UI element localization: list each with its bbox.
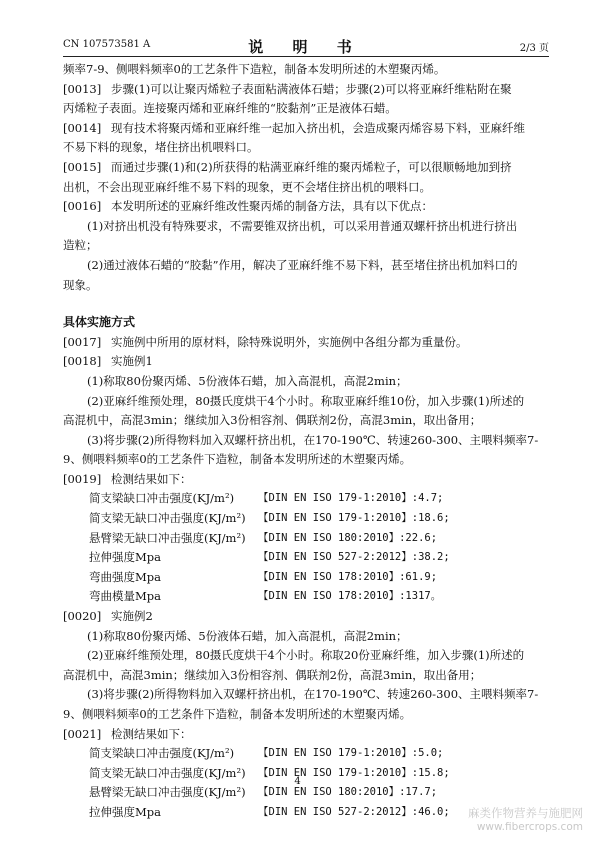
indented-line: (1)对挤出机没有特殊要求，不需要锥双挤出机，可以采用普通双螺杆挤出机进行挤出 [87, 218, 518, 233]
text-line: 频率7-9、侧喂料频率0的工艺条件下造粒，制备本发明所述的木塑聚丙烯。 [63, 62, 446, 76]
result-value: 【DIN EN ISO 179-1:2010】:4.7; [258, 492, 444, 505]
result-value: 【DIN EN ISO 527-2:2012】:46.0; [258, 805, 450, 818]
paragraph-text: 检测结果如下： [111, 471, 192, 486]
paragraph-line [63, 470, 550, 490]
paragraph-tag: [0020] [63, 609, 102, 624]
result-row [63, 744, 550, 764]
result-row [63, 548, 550, 568]
result-label: 悬臂梁无缺口冲击强度(KJ/m²) [89, 785, 246, 800]
result-label: 简支梁缺口冲击强度(KJ/m²) [89, 746, 235, 761]
indented-line: (2)通过液体石蜡的“胶黏”作用，解决了亚麻纤维不易下料，甚至堵住挤出机加料口的 [87, 257, 518, 272]
patent-number: CN 107573581 A [63, 39, 151, 50]
result-label: 弯曲强度Mpa [89, 569, 161, 584]
document-title: 说 明 书 [248, 38, 364, 56]
paragraph-line [63, 80, 550, 100]
result-row [63, 509, 550, 529]
result-row [63, 568, 550, 588]
paragraph-tag: [0021] [63, 726, 102, 741]
paragraph-line [63, 119, 550, 139]
result-value: 【DIN EN ISO 178:2010】:1317。 [258, 590, 442, 603]
paragraph-line [63, 607, 550, 627]
text-line: 不易下料的现象，堵住挤出机喂料口。 [63, 140, 259, 155]
indented-line: (3)将步骤(2)所得物料加入双螺杆挤出机，在170-190℃、转速260-300、主喂料频率7- [87, 432, 539, 447]
text-line: 造粒； [63, 238, 98, 253]
paragraph-line [63, 333, 550, 353]
text-line: 丙烯粒子表面。连接聚丙烯和亚麻纤维的“胶黏剂”正是液体石蜡。 [63, 101, 397, 116]
indented-line: (1)称取80份聚丙烯、5份液体石蜡，加入高混机，高混2min； [87, 628, 408, 643]
paragraph-spacer [63, 295, 550, 313]
indented-line: (2)亚麻纤维预处理，80摄氏度烘干4个小时。称取20份亚麻纤维，加入步骤(1)所述的 [87, 648, 525, 663]
result-label: 简支梁缺口冲击强度(KJ/m²) [89, 491, 235, 506]
paragraph-tag: [0018] [63, 354, 102, 369]
text-line: 出机，不会出现亚麻纤维不易下料的现象，更不会堵住挤出机的喂料口。 [63, 179, 431, 194]
result-label: 简支梁无缺口冲击强度(KJ/m²) [89, 765, 246, 780]
page-header [63, 36, 549, 54]
result-label: 悬臂梁无缺口冲击强度(KJ/m²) [89, 530, 246, 545]
paragraph-text: 实施例中所用的原材料，除特殊说明外，实施例中各组分都为重量份。 [111, 334, 468, 349]
result-value: 【DIN EN ISO 179-1:2010】:15.8; [258, 766, 450, 779]
paragraph-text: 步骤(1)可以让聚丙烯粒子表面粘满液体石蜡；步骤(2)可以将亚麻纤维粘附在聚 [111, 81, 512, 96]
paragraph-text: 本发明所述的亚麻纤维改性聚丙烯的制备方法，具有以下优点： [111, 199, 433, 214]
paragraph-text: 实施例2 [111, 609, 153, 624]
result-label: 拉伸强度Mpa [89, 804, 161, 819]
result-value: 【DIN EN ISO 178:2010】:61.9; [258, 570, 438, 583]
document-body [63, 60, 550, 823]
result-row [63, 587, 550, 607]
watermark-site-name: 麻类作物营养与施肥网 [468, 806, 583, 820]
section-heading: 具体实施方式 [63, 315, 136, 330]
text-line: 现象。 [63, 277, 98, 292]
paragraph-tag: [0015] [63, 159, 102, 174]
paragraph-text: 现有技术将聚丙烯和亚麻纤维一起加入挤出机，会造成聚丙烯容易下料，亚麻纤维 [111, 120, 525, 135]
page-number: 4 [294, 776, 301, 787]
paragraph-line [63, 352, 550, 372]
paragraph-tag: [0013] [63, 81, 102, 96]
text-line: 高混机中，高混3min；继续加入3份相容剂、偶联剂2份，高混3min，取出备用； [63, 413, 482, 428]
paragraph-tag: [0016] [63, 199, 102, 214]
page-indicator: 2/3 页 [519, 43, 549, 54]
result-value: 【DIN EN ISO 180:2010】:17.7; [258, 786, 438, 799]
watermark-url: www.fibercrops.com [476, 821, 583, 833]
indented-line: (2)亚麻纤维预处理，80摄氏度烘干4个小时。称取亚麻纤维10份，加入步骤(1)所述的 [87, 393, 525, 408]
indented-line: (3)将步骤(2)所得物料加入双螺杆挤出机，在170-190℃、转速260-300、主喂料频率7- [87, 687, 539, 702]
text-line: 9、侧喂料频率0的工艺条件下造粒，制备本发明所述的木塑聚丙烯。 [63, 452, 412, 467]
result-row [63, 529, 550, 549]
paragraph-line [63, 725, 550, 745]
paragraph-tag: [0017] [63, 334, 102, 349]
result-label: 简支梁无缺口冲击强度(KJ/m²) [89, 511, 246, 526]
result-value: 【DIN EN ISO 179-1:2010】:5.0; [258, 747, 444, 760]
site-watermark [468, 806, 583, 834]
result-value: 【DIN EN ISO 527-2:2012】:38.2; [258, 551, 450, 564]
paragraph-text: 实施例1 [111, 354, 153, 369]
paragraph-line [63, 158, 550, 178]
result-row [63, 489, 550, 509]
paragraph-text: 检测结果如下： [111, 726, 192, 741]
paragraph-line [63, 197, 550, 217]
paragraph-tag: [0019] [63, 471, 102, 486]
text-line: 9、侧喂料频率0的工艺条件下造粒，制备本发明所述的木塑聚丙烯。 [63, 707, 412, 721]
header-rule [63, 56, 549, 57]
text-line: 高混机中，高混3min；继续加入3份相容剂、偶联剂2份，高混3min，取出备用； [63, 667, 482, 682]
result-label: 拉伸强度Mpa [89, 550, 161, 565]
paragraph-text: 而通过步骤(1)和(2)所获得的粘满亚麻纤维的聚丙烯粒子，可以很顺畅地加到挤 [111, 159, 512, 174]
indented-line: (1)称取80份聚丙烯、5份液体石蜡，加入高混机，高混2min； [87, 373, 408, 388]
result-label: 弯曲模量Mpa [89, 589, 161, 604]
result-value: 【DIN EN ISO 179-1:2010】:18.6; [258, 512, 450, 525]
result-value: 【DIN EN ISO 180:2010】:22.6; [258, 531, 438, 544]
paragraph-tag: [0014] [63, 120, 102, 135]
